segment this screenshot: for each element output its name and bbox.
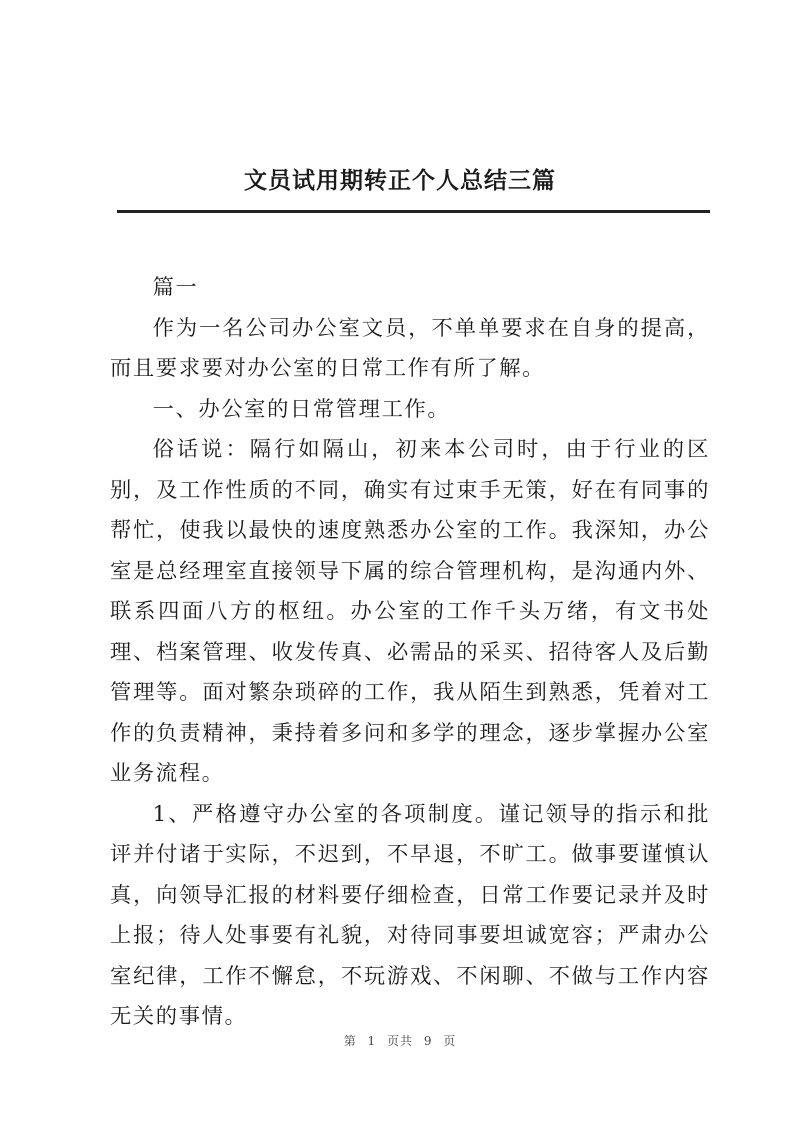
- paragraph: 俗话说：隔行如隔山，初来本公司时，由于行业的区别，及工作性质的不同，确实有过束手无策，好在有同事的帮忙，使我以最快的速度熟悉办公室的工作。我深知，办公室是总经理室直接领导下属的综合管理机构，是沟通内外、联系四面八方的枢纽。办公室的工作千头万绪，有文书处理、档案管理、收发传真、必需品的采买、招待客人及后勤管理等。面对繁杂琐碎的工作，我从陌生到熟悉，凭着对工作的负责精神，秉持着多问和多学的理念，逐步掌握办公室业务流程。: [110, 437, 710, 786]
- page-title: 文员试用期转正个人总结三篇: [244, 168, 556, 194]
- document-body: [110, 268, 710, 1038]
- title-divider: [117, 210, 710, 213]
- paragraph: 作为一名公司办公室文员，不单单要求在自身的提高，而且要求要对办公室的日常工作有所了解。: [110, 315, 710, 381]
- paragraph: 一、办公室的日常管理工作。: [152, 396, 451, 422]
- page-footer: 第 1 页共 9 页: [343, 1034, 457, 1048]
- paragraph: 1、严格遵守办公室的各项制度。谨记领导的指示和批评并付诸于实际，不迟到，不早退，不旷工。做事要谨慎认真，向领导汇报的材料要仔细检查，日常工作要记录并及时上报；待人处事要有礼貌，对待同事要坦诚宽容；严肃办公室纪律，工作不懈怠，不玩游戏、不闲聊、不做与工作内容无关的事情。: [110, 801, 710, 1029]
- section-heading: 篇一: [152, 275, 199, 300]
